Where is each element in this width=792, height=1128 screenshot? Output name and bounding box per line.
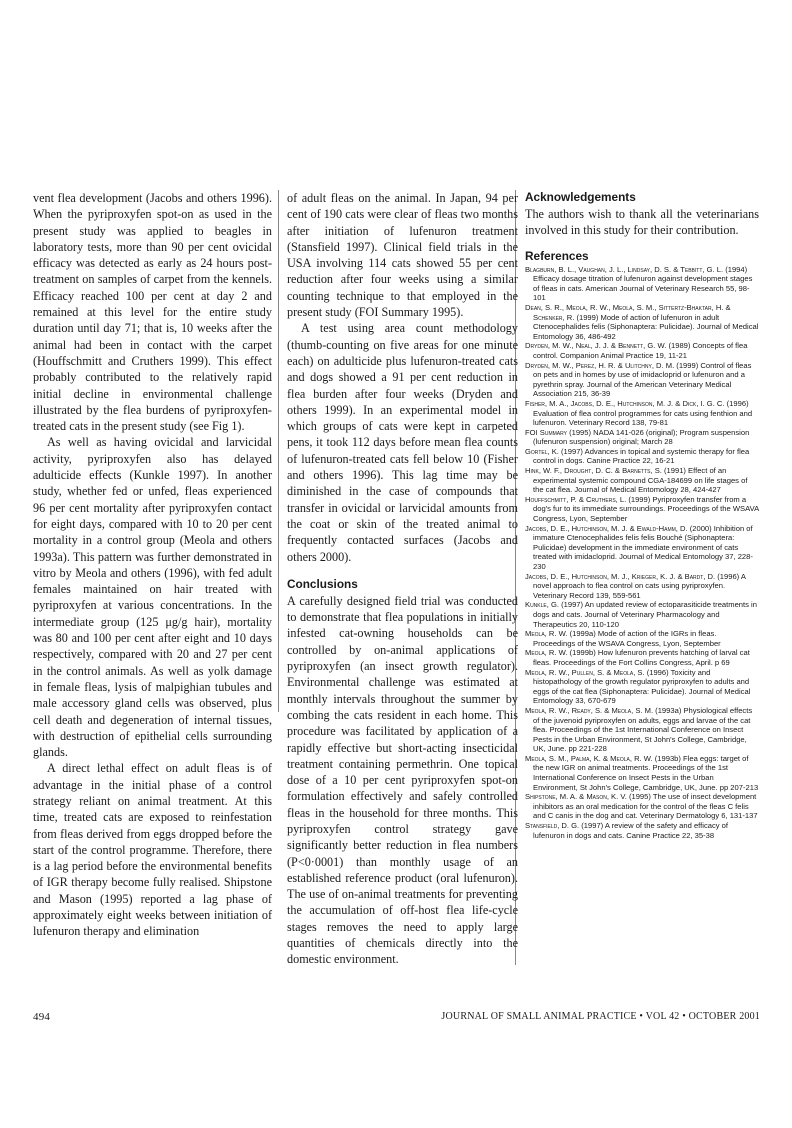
reference-text: (1999) Mode of action of lufenuron in adult Ctenocephalides felis (Siphonaptera: Pulicidae). Journal of Medical Entomology 36, 486-492 bbox=[533, 312, 759, 341]
reference-text: (1996) A novel approach to flea control on cats using pyriproxyfen. Veterinary Record 139, 559-561 bbox=[533, 571, 746, 600]
reference-authors: Meola, R. W. bbox=[525, 629, 568, 639]
reference-item bbox=[525, 466, 759, 495]
reference-item bbox=[525, 572, 759, 601]
text-column-left bbox=[33, 190, 272, 940]
reference-text: (1999a) Mode of action of the IGRs in fleas. Proceedings of the WSAVA Congress, Lyon, September bbox=[533, 629, 721, 648]
reference-authors: Meola, S. M., Palma, K. & Meola, R. W. bbox=[525, 753, 653, 763]
page-number: 494 bbox=[33, 1011, 51, 1023]
reference-item bbox=[525, 303, 759, 341]
reference-text: (1996) Evaluation of flea control programmes for cats using fenthion and lufenuron. Veterinary Record 138, 79-81 bbox=[533, 398, 753, 428]
reference-item bbox=[525, 600, 759, 629]
reference-item bbox=[525, 648, 759, 667]
reference-item bbox=[525, 341, 759, 360]
reference-authors: Fisher, M. A., Jacobs, D. E., Hutchinson, M. J. & Dick, I. G. C. bbox=[525, 398, 725, 408]
reference-item bbox=[525, 447, 759, 466]
text-column-right bbox=[525, 190, 759, 840]
acknowledgements-paragraph: The authors wish to thank all the veterinarians involved in this study for their contribution. bbox=[525, 207, 759, 238]
text-column-middle bbox=[287, 190, 518, 968]
reference-authors: Shipstone, M. A. & Mason, K. V. bbox=[525, 792, 627, 802]
reference-text: (1993b) Flea eggs: target of the new IGR on animal treatments. Proceedings of the 1st International Conference on Insect Pests in the Urban Environment, St John's College, Cambridge, UK, June. pp 207-213 bbox=[533, 753, 759, 792]
reference-authors: Dean, S. R., Meola, R. W., Meola, S. M., Sittertz-Bhaktar, H. & Schenker, R. bbox=[525, 302, 731, 322]
journal-footer: JOURNAL OF SMALL ANIMAL PRACTICE • VOL 42 • OCTOBER 2001 bbox=[441, 1011, 760, 1022]
reference-text: (1989) Concepts of flea control. Companion Animal Practice 19, 11-21 bbox=[533, 341, 748, 360]
reference-authors: Hink, W. F., Drought, D. C. & Barnetts, S. bbox=[525, 466, 662, 476]
reference-authors: Kunkle, G. bbox=[525, 600, 559, 610]
body-paragraph: As well as having ovicidal and larvicidal activity, pyriproxyfen also has delayed adulticide effects (Kunkle 1997). In another study, whether fed or unfed, fleas experienced 96 per cent mortality after pyriproxyfen contact for eight days, compared with 10 to 20 per cent mortality in a control group (Meola and others 1993a). This pattern was further demonstrated in vitro by Meola and others (1996), with fed adult females maintained on hair treated with pyriproxyfen at various concentrations. In the intermediate group (125 μg/g hair), mortality was 80 and 100 per cent after eight and 10 days respectively, compared with 20 and 27 per cent in the control animals. As well as yolk damage in female fleas, lysis of malpighian tubules and male accessory gland cells was observed, plus cell death and degeneration of internal tissues, with destruction of epithelial cells surrounding glands. bbox=[33, 435, 272, 760]
reference-authors: Meola, R. W., Pullen, S. & Meola, S. bbox=[525, 667, 645, 677]
reference-text: (1997) Advances in topical and systemic therapy for flea control in dogs. Canine Practice 22, 16-21 bbox=[533, 446, 750, 466]
reference-item bbox=[525, 361, 759, 399]
reference-item bbox=[525, 821, 759, 840]
body-paragraph: A test using area count methodology (thumb-counting on five areas for one minute each) on adulticide plus lufenuron-treated cats and dogs showed a 91 per cent reduction in flea burden after four weeks (Dryden and others 1999). In an experimental model in which groups of cats were kept in carpeted pens, it took 112 days before mean flea counts of lufenuron-treated cats fell below 10 (Fisher and others 1996). This lag time may be diminished in the case of compounds that transfer in ovicidal or larvicidal amounts from the coat or skin of the treated animal to frequently contacted surfaces (Jacobs and others 2000). bbox=[287, 321, 518, 564]
section-heading-conclusions: Conclusions bbox=[287, 576, 358, 591]
reference-item bbox=[525, 629, 759, 648]
reference-item bbox=[525, 792, 759, 821]
reference-authors: Gortel, K. bbox=[525, 446, 559, 456]
body-paragraph: of adult fleas on the animal. In Japan, 94 per cent of 190 cats were clear of fleas two months after initiation of lufenuron treatment (Stansfield 1997). Clinical field trials in the USA involving 114 cats showed 55 per cent reduction after four weeks using a similar counting technique to that employed in the present study (FOI Summary 1995). bbox=[287, 191, 518, 320]
reference-authors: Blagburn, B. L., Vaughan, J. L., Lindsay, D. S. & Tebbitt, G. L. bbox=[525, 264, 724, 274]
reference-authors: Jacobs, D. E., Hutchinson, M. J. & Ewald-Hamm, D. bbox=[525, 523, 688, 533]
reference-authors: Dryden, M. W., Neal, J. J. & Bennett, G. W. bbox=[525, 341, 667, 351]
reference-text: (1996) Toxicity and histopathology of the growth regulator pyriproxyfen to adults and eggs of the cat flea (Siphonaptera: Pulicidae). Journal of Medical Entomology 33, 670-679 bbox=[533, 667, 751, 706]
column-divider bbox=[278, 190, 279, 712]
reference-item bbox=[525, 428, 759, 447]
reference-item bbox=[525, 668, 759, 706]
reference-text: (1999) Pyriproxyfen transfer from a dog's fur to its immediate surroundings. Proceedings of the WSAVA Congress, Lyon, September bbox=[533, 494, 759, 524]
reference-item bbox=[525, 706, 759, 754]
reference-text: (1993a) Physiological effects of the juvenoid pyriproxyfen on adults, eggs and larvae of the cat flea. Proceedings of the 1st International Conference on Insect Pests in the Urban Environment, St John's College, Cambridge, UK, June. pp 221-228 bbox=[533, 705, 753, 754]
reference-text: (1997) A review of the safety and efficacy of lufenuron in dogs and cats. Canine Practice 22, 35-38 bbox=[533, 821, 729, 840]
reference-text: (1997) An updated review of ectoparasiticide treatments in dogs and cats. Journal of Veterinary Pharmacology and Therapeutics 20, 110-120 bbox=[533, 600, 757, 629]
reference-item bbox=[525, 524, 759, 572]
reference-authors: Houffschmitt, P. & Cruthers, L. bbox=[525, 494, 627, 504]
conclusions-paragraph: A carefully designed field trial was conducted to demonstrate that flea populations in initially infested cat-owning households can be controlled by on-animal applications of pyriproxyfen (an insect growth regulator). Environmental challenge was estimated at monthly intervals throughout the summer by combing the cats resident in each home. This procedure was facilitated by application of a rapidly effective but short-acting insecticidal treatment containing permethrin. One topical dose of a 10 per cent pyriproxyfen spot-on formulation effectively and safely controlled fleas in the household for three months. This pyriproxyfen control strategy gave significantly better reduction in flea numbers (P<0·0001) than monthly usage of an established reference product (oral lufenuron). The use of on-animal treatments for preventing the accumulation of off-host flea life-cycle stages removes the need to apply large quantities of chemicals directly into the domestic environment. bbox=[287, 593, 518, 967]
reference-text: (1991) Effect of an experimental systemic compound CGA-184699 on life stages of the cat flea. Journal of Medical Entomology 28, 424-427 bbox=[533, 466, 748, 495]
body-paragraph: A direct lethal effect on adult fleas is of advantage in the initial phase of a control strategy reliant on animal treatment. At this time, treated cats are exposed to reinfestation from fleas derived from eggs dropped before the start of the control programme. Therefore, there is a lag period before the environmental benefits of IGR therapy become fully realised. Shipstone and Mason (1995) reported a lag phase of approximately eight weeks between initiation of lufenuron therapy and elimination bbox=[33, 761, 272, 939]
reference-text: (1994) Efficacy dosage titration of lufenuron against development stages of fleas in cats. American Journal of Veterinary Research 55, 98-101 bbox=[533, 264, 753, 303]
reference-text: (1995) NADA 141-026 (original); Program suspension (lufenuron suspension) original; March 28 bbox=[533, 427, 750, 447]
section-heading-references: References bbox=[525, 248, 589, 263]
body-paragraph: vent flea development (Jacobs and others 1996). When the pyriproxyfen spot-on as used in the present study was applied to beagles in laboratory tests, more than 90 per cent ovicidal efficacy was detected as early as 24 hours post-treatment on samples of carpet from the kennels. Efficacy reached 100 per cent at day 2 and remained at this level for the entire study duration until day 71; that is, 10 weeks after the animal had been in contact with the carpet (Houffschmitt and Cruthers 1999). This effect probably contributed to the relatively rapid initial decline in environmental challenge illustrated by the flea burdens of pyriproxyfen-treated cats in the present study (see Fig 1). bbox=[33, 191, 272, 434]
reference-authors: Jacobs, D. E., Hutchinson, M. J., Krieger, K. J. & Bardt, D. bbox=[525, 571, 716, 581]
reference-text: (1999b) How lufenuron prevents hatching of larval cat fleas. Proceedings of the Fort Collins Congress, April. p 69 bbox=[533, 648, 750, 667]
reference-item bbox=[525, 265, 759, 303]
reference-authors: Meola, R. W., Ready, S. & Meola, S. M. bbox=[525, 705, 654, 715]
reference-text: (1999) Control of fleas on pets and in homes by use of imidacloprid or lufenuron and a pyrethrin spray. Journal of the American Veterinary Medical Association 215, 36-39 bbox=[533, 360, 752, 399]
reference-text: (2000) Inhibition of immature Ctenocephalides felis felis Bouché (Siphonaptera: Pulicidae) development in the immediate environment of cats treated with imidacloprid. Journal of Medical Entomology 37, 228-230 bbox=[533, 523, 753, 571]
reference-item bbox=[525, 754, 759, 792]
section-heading-acknowledgements: Acknowledgements bbox=[525, 190, 636, 204]
reference-item bbox=[525, 495, 759, 524]
reference-authors: Stansfield, D. G. bbox=[525, 821, 580, 831]
reference-authors: Meola, R. W. bbox=[525, 648, 568, 658]
reference-authors: Dryden, M. W., Perez, H. R. & Ulitchny, D. M. bbox=[525, 360, 675, 370]
reference-text: (1995) The use of insect development inhibitors as an oral medication for the control of the fleas C felis and C canis in the dog and cat. Veterinary Dermatology 6, 131-137 bbox=[533, 792, 758, 821]
reference-item bbox=[525, 399, 759, 428]
reference-list bbox=[525, 265, 759, 841]
reference-authors: FOI Summary bbox=[525, 427, 567, 437]
